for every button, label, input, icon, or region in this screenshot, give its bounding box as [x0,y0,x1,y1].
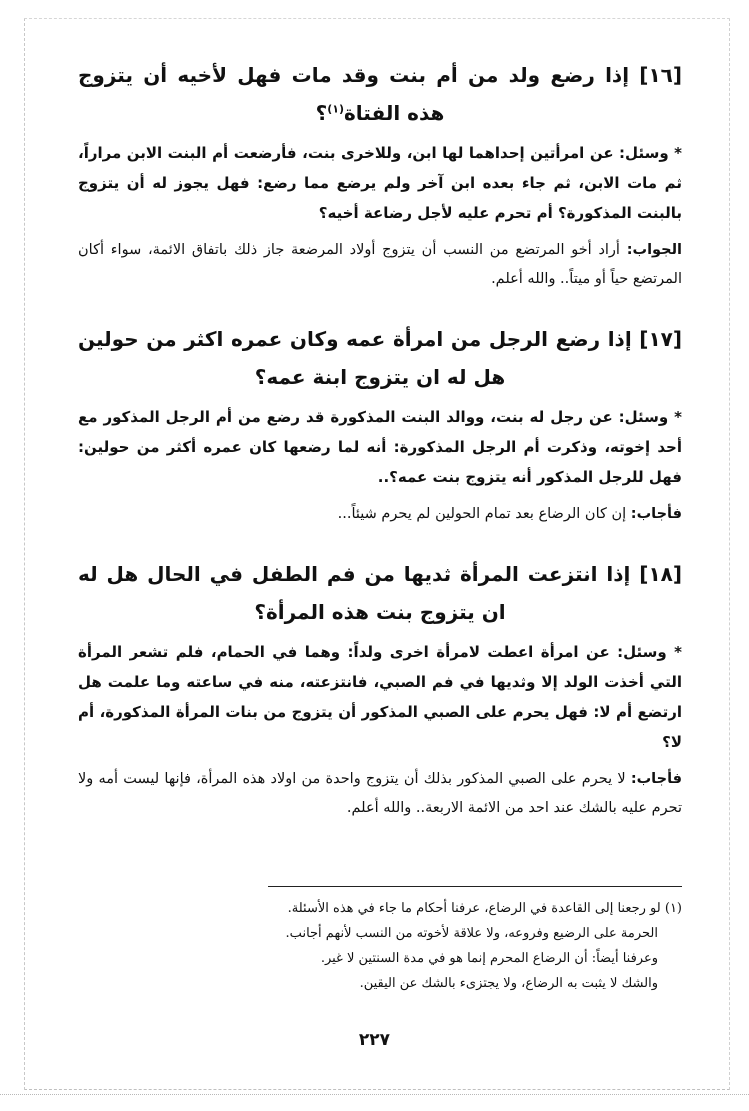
section-17 [78,320,682,529]
answer-paragraph [78,236,682,294]
footnote-line: والشك لا يثبت به الرضاع، ولا يجتزىء بالشك عن اليقين. [359,976,658,991]
answer-text: إن كان الرضاع بعد تمام الحولين لم يحرم شيئاً... [337,506,627,522]
question-text: * وسئل: عن امرأة اعطت لامرأة اخرى ولداً: وهما في الحمام، فلم تشعر المرأة التي أخذت الولد إلا وثديها في فم الصبي، فانتزعته، منه في ساعته وما علمت هل ارتضع أم لا: فهل يحرم على الصبي المذكور أن يتزوج من بنات المرأة المذكورة، أم لا؟ [78,643,682,751]
answer-text: لا يحرم على الصبي المذكور بذلك أن يتزوج واحدة من اولاد هذه المرأة، فإنها ليست أمه ولا تحرم عليه بالشك عند احد من الائمة الاربعة.. والله أعلم. [78,771,682,816]
question-text: * وسئل: عن امرأتين إحداهما لها ابن، وللاخرى بنت، فأرضعت أم البنت الابن مراراً، ثم مات الابن، ثم جاء بعده ابن آخر ولم يرضع مما رضع: فهل يجوز له أن يتزوج بالبنت المذكورة؟ أم تحرم عليه لأجل رضاعة أخيه؟ [78,144,682,222]
answer-paragraph [78,500,682,529]
heading-text: [١٦] إذا رضع ولد من أم بنت وقد مات فهل لأخيه أن يتزوج هذه الفتاة [78,63,682,125]
section-heading: [١٧] إذا رضع الرجل من امرأة عمه وكان عمره اكثر من حولين هل له ان يتزوج ابنة عمه؟ [78,327,682,389]
footnote-divider [268,886,682,887]
section-heading [78,56,682,132]
answer-paragraph [78,765,682,823]
footnote-line: الحرمة على الرضيع وفروعه، ولا علاقة لأخوته من النسب لأنهم أجانب. [285,926,658,941]
section-18 [78,555,682,823]
answer-label: الجواب: [626,242,682,258]
question-text: * وسئل: عن رجل له بنت، ووالد البنت المذكورة قد رضع من أم الرجل المذكور مع أحد إخوته، وذكرت أم الرجل المذكورة: أنه لما رضعها كان عمره أكثر من حولين: فهل للرجل المذكور أنه يتزوج بنت عمه؟.. [78,408,682,486]
page-body [78,56,682,849]
section-16 [78,56,682,294]
heading-suffix: ؟ [315,101,328,125]
footnote-line: وعرفنا أيضاً: أن الرضاع المحرم إنما هو في مدة السنتين لا غير. [320,951,658,966]
answer-label: فأجاب: [630,506,682,522]
footnote-marker: (١) [327,102,344,116]
page-number: ٢٢٧ [358,1030,391,1050]
section-heading: [١٨] إذا انتزعت المرأة ثديها من فم الطفل في الحال هل له ان يتزوج بنت هذه المرأة؟ [78,562,682,624]
answer-text: أراد أخو المرتضع من النسب أن يتزوج أولاد المرضعة جاز ذلك باتفاق الائمة، سواء أكان المرتضع حياً أو ميتاً.. والله أعلم. [78,242,682,287]
answer-label: فأجاب: [630,771,683,787]
footnotes [160,896,682,996]
scan-edge [0,1094,749,1095]
footnote-line: (١) لو رجعنا إلى القاعدة في الرضاع، عرفنا أحكام ما جاء في هذه الأسئلة. [287,901,682,916]
